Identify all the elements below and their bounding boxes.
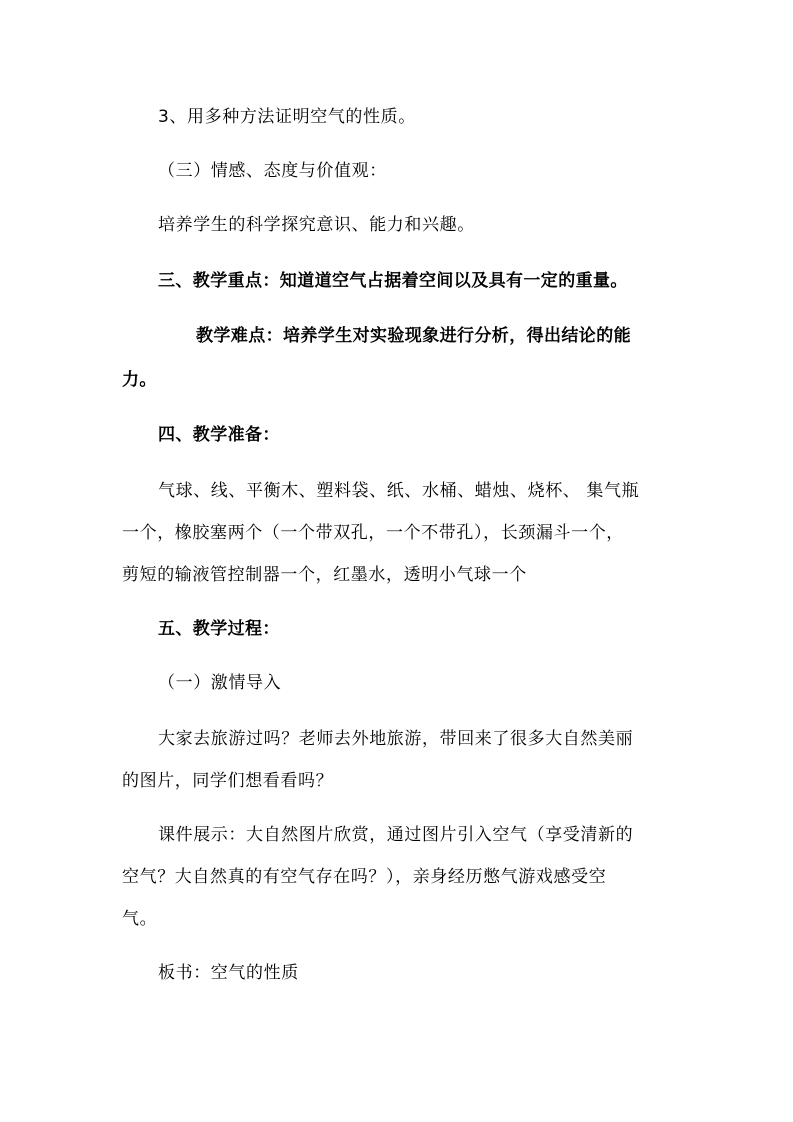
preparation-list-line-1: 气球、线、平衡木、塑料袋、纸、水桶、蜡烛、烧杯、 集气瓶 bbox=[158, 481, 640, 501]
heading-teaching-key-points: 三、教学重点：知道道空气占据着空间以及具有一定的重量。 bbox=[158, 271, 628, 291]
heading-teaching-difficulties: 教学难点：培养学生对实验现象进行分析，得出结论的能 bbox=[196, 326, 631, 346]
heading-teaching-process: 五、教学过程： bbox=[158, 619, 280, 639]
paragraph-travel-line-2: 的图片，同学们想看看吗？ bbox=[122, 771, 334, 791]
paragraph-courseware-line-2: 空气？大自然真的有空气存在吗？），亲身经历憋气游戏感受空 bbox=[122, 867, 607, 887]
paragraph-courseware-line-3: 气。 bbox=[122, 909, 158, 929]
preparation-list-line-2: 一个，橡胶塞两个（一个带双孔，一个不带孔），长颈漏斗一个， bbox=[122, 523, 624, 543]
subheading-passionate-introduction: （一）激情导入 bbox=[158, 673, 282, 693]
paragraph-courseware-line-1: 课件展示：大自然图片欣赏，通过图片引入空气（享受清新的 bbox=[158, 825, 634, 845]
heading-teaching-difficulties-continued: 力。 bbox=[122, 370, 157, 390]
paragraph-emotion-goal: 培养学生的科学探究意识、能力和兴趣。 bbox=[158, 215, 475, 235]
heading-teaching-preparation: 四、教学准备： bbox=[158, 425, 280, 445]
objective-item-3: 3、用多种方法证明空气的性质。 bbox=[158, 107, 416, 127]
section-heading-emotion-attitude-values: （三）情感、态度与价值观： bbox=[158, 161, 387, 181]
blackboard-writing: 板书：空气的性质 bbox=[158, 963, 299, 983]
paragraph-travel-line-1: 大家去旅游过吗？老师去外地旅游，带回来了很多大自然美丽 bbox=[158, 729, 634, 749]
preparation-list-line-3: 剪短的输液管控制器一个，红墨水，透明小气球一个 bbox=[122, 565, 527, 585]
